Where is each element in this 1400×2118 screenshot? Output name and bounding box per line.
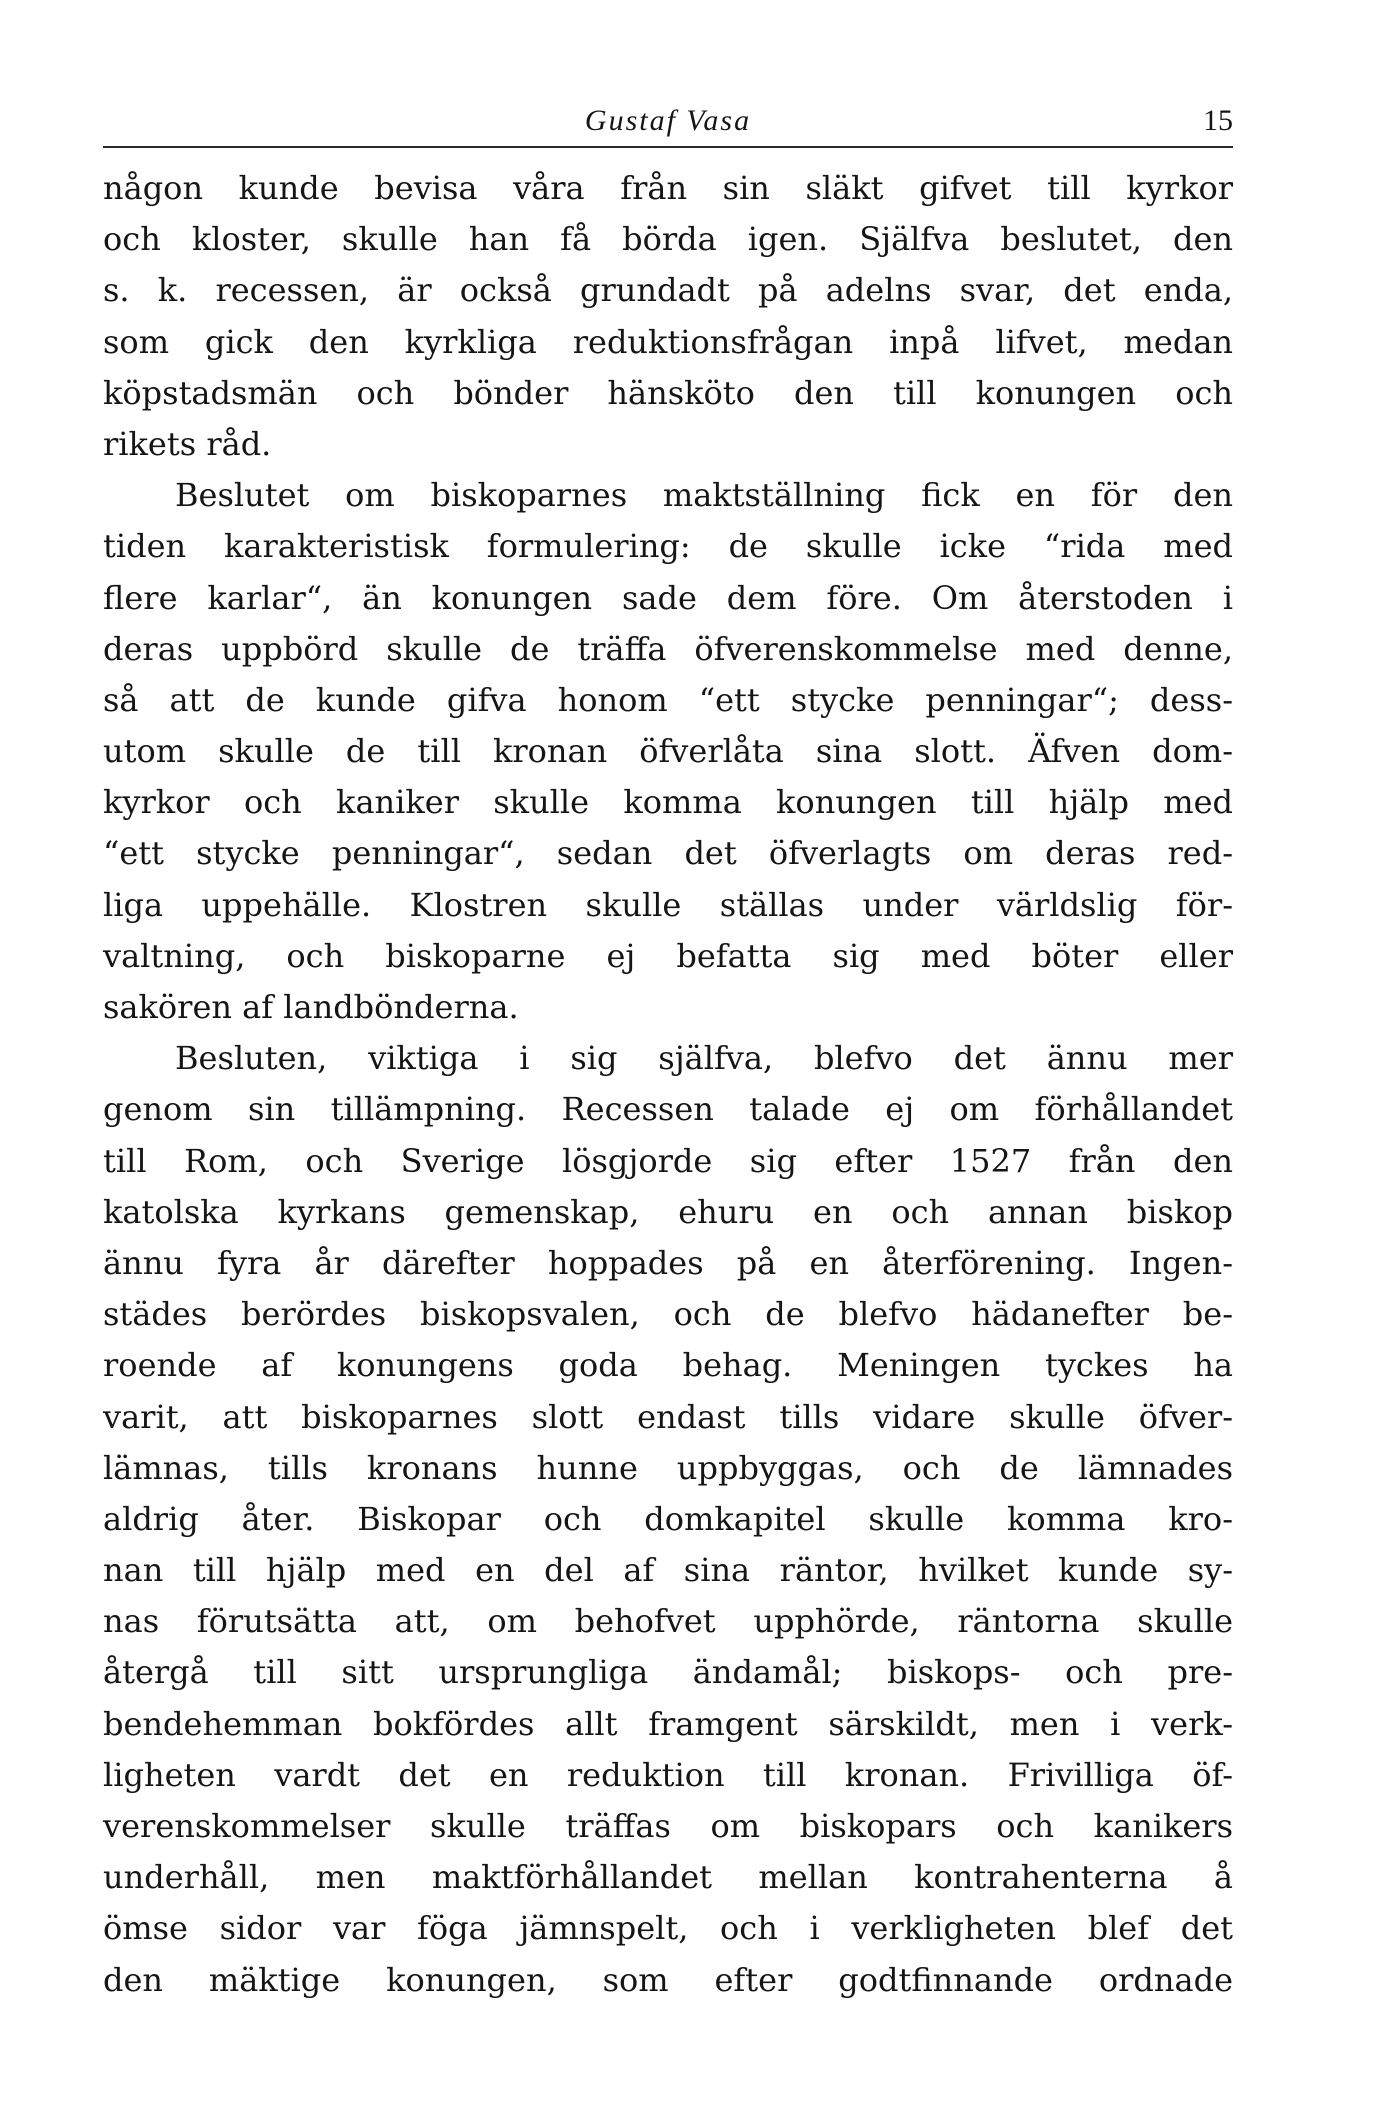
text-line: nan till hjälp med en del af sina räntor, hvilket kunde sy-: [103, 1551, 1233, 1590]
text-line: flere karlar“, än konungen sade dem före. Om återstoden i: [103, 578, 1233, 617]
text-line: nas förutsätta att, om behofvet upphörde, räntorna skulle: [103, 1602, 1233, 1641]
text-line: verenskommelser skulle träffas om biskopars och kanikers: [103, 1807, 1233, 1845]
text-line: återgå till sitt ursprungliga ändamål; biskops- och pre-: [103, 1653, 1233, 1692]
text-line: valtning, och biskoparne ej befatta sig med böter eller: [103, 936, 1233, 975]
text-line: lämnas, tills kronans hunne uppbyggas, och de lämnades: [103, 1448, 1233, 1487]
text-line: ännu fyra år därefter hoppades på en återförening. Ingen-: [103, 1243, 1233, 1282]
text-line: kyrkor och kaniker skulle komma konungen till hjälp med: [103, 783, 1233, 822]
text-line: bendehemman bokfördes allt framgent särskildt, men i verk-: [103, 1704, 1233, 1743]
text-line: Beslutet om biskoparnes maktställning fick en för den: [175, 476, 1233, 515]
text-line: Besluten, viktiga i sig själfva, blefvo det ännu mer: [175, 1039, 1233, 1078]
text-line: rikets råd.: [103, 424, 272, 463]
text-line: städes berördes biskopsvalen, och de blefvo hädanefter be-: [103, 1295, 1233, 1334]
text-line: sakören af landbönderna.: [103, 988, 519, 1026]
text-line: “ett stycke penningar“, sedan det öfverlagts om deras red-: [103, 834, 1233, 873]
text-line: någon kunde bevisa våra från sin släkt gifvet till kyrkor: [103, 169, 1233, 207]
page-number: 15: [1203, 104, 1233, 137]
text-line: till Rom, och Sverige lösgjorde sig efter 1527 från den: [103, 1141, 1233, 1180]
text-line: och kloster, skulle han få börda igen. Själfva beslutet, den: [103, 220, 1233, 259]
text-line: tiden karakteristisk formulering: de skulle icke “rida med: [103, 527, 1233, 566]
text-line: ligheten vardt det en reduktion till kronan. Frivilliga öf-: [103, 1755, 1233, 1794]
body-text: [103, 163, 1233, 2006]
text-line: katolska kyrkans gemenskap, ehuru en och annan biskop: [103, 1192, 1233, 1231]
text-line: ömse sidor var föga jämnspelt, och i verkligheten blef det: [103, 1909, 1233, 1948]
text-line: underhåll, men maktförhållandet mellan kontrahenterna å: [103, 1858, 1233, 1897]
text-line: köpstadsmän och bönder hänsköto den till konungen och: [103, 373, 1233, 412]
text-line: roende af konungens goda behag. Meningen tyckes ha: [103, 1346, 1233, 1385]
text-line: s. k. recessen, är också grundadt på adelns svar, det enda,: [103, 271, 1233, 310]
text-line: som gick den kyrkliga reduktionsfrågan inpå lifvet, medan: [103, 322, 1233, 361]
text-line: genom sin tillämpning. Recessen talade ej om förhållandet: [103, 1090, 1233, 1129]
text-line: utom skulle de till kronan öfverlåta sina slott. Äfven dom-: [103, 732, 1233, 771]
text-line: så att de kunde gifva honom “ett stycke penningar“; dess-: [103, 680, 1233, 719]
text-line: deras uppbörd skulle de träffa öfverenskommelse med denne,: [103, 629, 1233, 668]
running-title: Gustaf Vasa: [584, 104, 752, 137]
text-line: den mäktige konungen, som efter godtfinnande ordnade: [103, 1960, 1233, 1999]
page-header: [103, 102, 1233, 148]
text-line: aldrig åter. Biskopar och domkapitel skulle komma kro-: [103, 1499, 1233, 1538]
text-line: varit, att biskoparnes slott endast tills vidare skulle öfver-: [103, 1397, 1233, 1436]
text-line: liga uppehälle. Klostren skulle ställas under världslig för-: [103, 885, 1233, 924]
